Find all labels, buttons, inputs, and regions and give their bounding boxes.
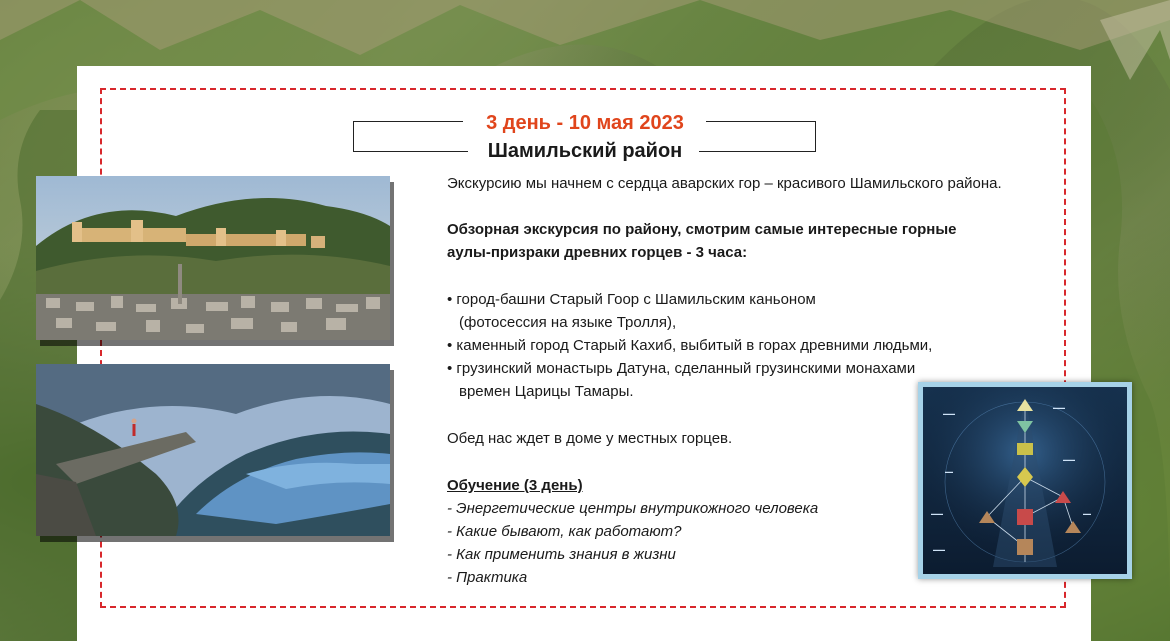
chart-caption-5: ▬▬▬	[931, 511, 943, 516]
bullet-1-line-1: • город-башни Старый Гоор с Шамильским каньоном	[447, 291, 816, 308]
chart-caption-1: ▬▬▬	[943, 411, 955, 416]
chart-caption-6: ▬▬	[1083, 511, 1091, 516]
day-title: 3 день - 10 мая 2023	[486, 112, 684, 134]
chart-caption-3: ▬▬	[945, 469, 953, 474]
fortress-photo	[36, 176, 390, 340]
chart-caption-4: ▬▬▬	[1063, 457, 1075, 462]
bullet-3-line-1: • грузинский монастырь Датуна, сделанный грузинскими монахами	[447, 360, 916, 377]
heading-rule-left-bottom	[353, 151, 468, 152]
bullet-3-line-2: времен Царицы Тамары.	[459, 383, 634, 400]
heading-rule-right-bottom	[699, 151, 816, 152]
overview-line-1: Обзорная экскурсия по району, смотрим самые интересные горные	[447, 221, 957, 238]
training-item-2: - Какие бывают, как работают?	[447, 523, 682, 540]
bullet-2-line-1: • каменный город Старый Кахиб, выбитый в горах древними людьми,	[447, 337, 933, 354]
heading-rule-right-vertical	[815, 121, 816, 152]
bullet-1-line-2: (фотосессия на языке Тролля),	[459, 314, 677, 331]
heading-rule-left-vertical	[353, 121, 354, 152]
lunch-paragraph: Обед нас ждет в доме у местных горцев.	[447, 430, 733, 447]
intro-paragraph: Экскурсию мы начнем с сердца аварских гор – красивого Шамильского района.	[447, 175, 1002, 192]
cliff-lake-photo	[36, 364, 390, 536]
training-item-3: - Как применить знания в жизни	[447, 546, 676, 563]
overview-line-2: аулы-призраки древних горцев - 3 часа:	[447, 244, 748, 261]
training-item-1: - Энергетические центры внутрикожного человека	[447, 500, 819, 517]
district-title: Шамильский район	[487, 140, 683, 162]
chart-caption-2: ▬▬▬	[1053, 405, 1065, 410]
training-item-4: - Практика	[447, 569, 528, 586]
training-heading: Обучение (3 день)	[447, 477, 583, 494]
energy-centers-chart-image	[918, 382, 1132, 579]
chart-caption-7: ▬▬▬	[933, 547, 945, 552]
